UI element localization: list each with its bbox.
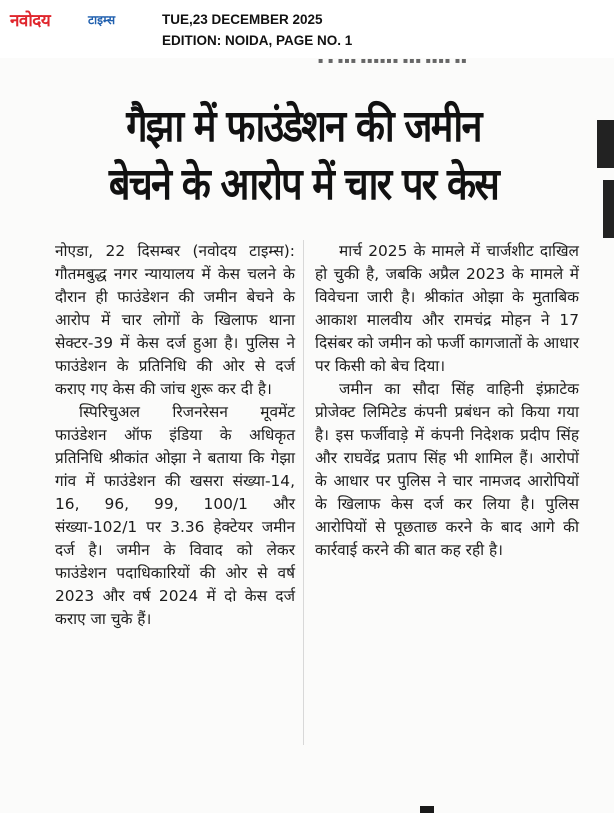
paragraph: स्पिरिचुअल रिजनरेसन मूवमेंट फाउंडेशन ऑफ इंडिया के अधिकृत प्रतिनिधि श्रीकांत ओझा ने बताया कि गेझा गांव में फाउंडेशन की खसरा संख्या-14, 16, 96, 99, 100/1 और संख्या-102/1 पर 3.36 हेक्टेयर जमीन दर्ज है। जमीन के विवाद को लेकर फाउंडेशन पदाधिकारियों की ओर से वर्ष 2023 और वर्ष 2024 में दो केस दर्ज कराए जा चुके हैं।	[55, 403, 295, 628]
edition-info	[162, 9, 352, 51]
logo-main-text: नवोदय	[10, 11, 51, 31]
headline-line-1: गैझा में फाउंडेशन की जमीन	[126, 101, 481, 152]
adjacent-article-headline-fragment	[597, 120, 614, 168]
paragraph: नोएडा, 22 दिसम्बर (नवोदय टाइम्स): गौतमबुद्ध नगर न्यायालय में केस चलने के दौरान ही फाउंडेशन की जमीन बेचने के आरोप में चार लोगों के खिलाफ थाना सेक्टर-39 में केस दर्ज हुआ है। पुलिस ने फाउंडेशन के प्रतिनिधि की ओर से दर्ज कराए गए केस की जांच शुरू कर दी है।	[55, 242, 295, 398]
news-clipping	[0, 58, 614, 813]
headline-line-2: बेचने के आरोप में चार पर केस	[108, 159, 499, 210]
publication-date: TUE,23 DECEMBER 2025	[162, 12, 323, 27]
adjacent-article-headline-fragment	[603, 180, 614, 238]
cropped-top-text-fragment: ▪ ▪ ▪▪▪ ▪▪▪▪▪▪ ▪▪▪ ▪▪▪▪ ▪▪	[318, 58, 468, 64]
edition-page: EDITION: NOIDA, PAGE NO. 1	[162, 33, 353, 48]
masthead	[0, 0, 614, 59]
cropped-bottom-mark	[420, 806, 434, 813]
logo-sub-text: टाइम्स	[88, 13, 116, 27]
paragraph: जमीन का सौदा सिंह वाहिनी इंफ्राटेक प्रोजेक्ट लिमिटेड कंपनी प्रबंधन को किया गया है। इस फर्जीवाड़े में कंपनी निदेशक प्रदीप सिंह और राघवेंद्र प्रताप सिंह भी शामिल हैं। आरोपों के आधार पर पुलिस ने चार नामजद आरोपियों के खिलाफ केस दर्ज कर लिया है। पुलिस आरोपियों से पूछताछ करने के बाद आगे की कार्रवाई करने की बात कह रही है।	[315, 380, 579, 559]
article-column-left	[55, 240, 295, 631]
paragraph: मार्च 2025 के मामले में चार्जशीट दाखिल हो चुकी है, जबकि अप्रैल 2023 के मामले में विवेचना जारी है। श्रीकांत ओझा के मुताबिक आकाश मालवीय और रामचंद्र मोहन ने 17 दिसंबर को जमीन को फर्जी कागजातों के आधार पर किसी को बेच दिया।	[315, 242, 579, 375]
column-divider	[303, 240, 304, 745]
newspaper-logo	[10, 8, 142, 32]
article-column-right	[315, 240, 579, 562]
article-headline	[56, 98, 551, 214]
